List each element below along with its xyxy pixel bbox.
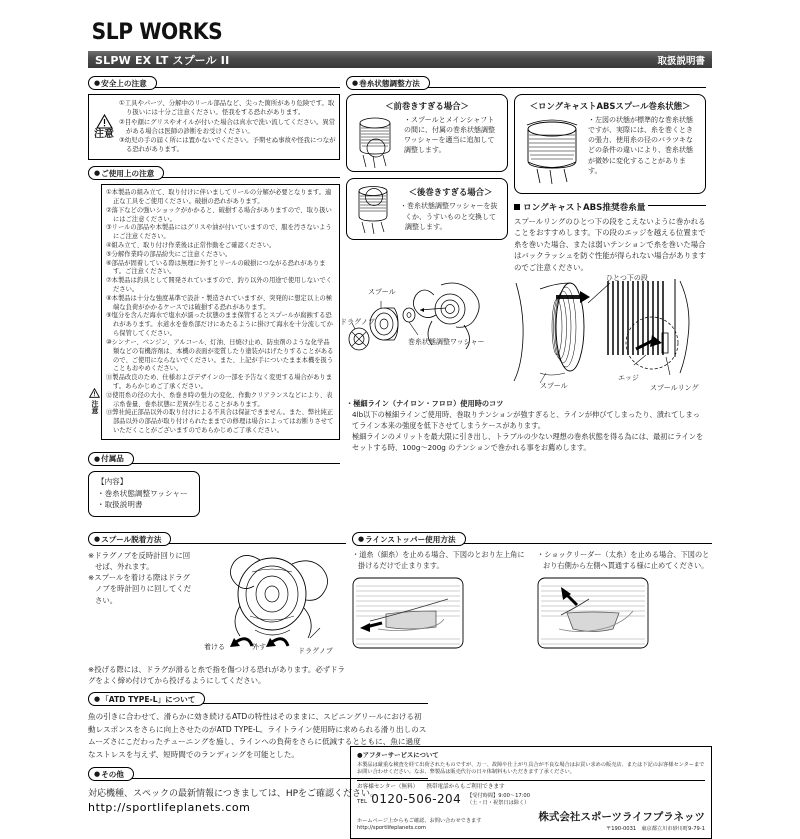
list-item: ※ドラグノブを反時計回りに回せば、外れます。 [88, 551, 191, 572]
section-usage-header [88, 166, 340, 180]
section-safety-header [88, 76, 340, 90]
fine-line-tips-heading: ・極細ライン（ナイロン・フロロ）使用時のコツ [346, 399, 504, 409]
list-item: ⑪製品改良のため、仕様およびデザインの一部を予告なく変更する場合があります。あらかじめご了承ください。 [106, 374, 332, 390]
case-front-box [346, 94, 508, 172]
product-title: SLPW EX LT スプール II [95, 53, 230, 67]
abs-recommend-title: ロングキャストABS推奨巻糸量 [523, 203, 646, 213]
fine-line-tips-p2: 極細ラインのメリットを最大限に引き出し、トラブルの少ない理想の巻糸状態を得る為には、最初にラインをセットする時、100g～200g のテンションで巻かれる事をお薦めします。 [352, 431, 704, 452]
list-item: ⑤分解作業時の部品紛失にご注意ください。 [106, 250, 232, 258]
spool-front-diagram-icon [353, 115, 399, 169]
customer-center-label: お客様センター（無料） [357, 783, 419, 790]
bullet-dot-icon: ● [94, 169, 101, 178]
product-title-bar [88, 51, 712, 68]
after-service-title: ●アフターサービスについて [357, 751, 439, 760]
list-item: ⑩シンナー、ベンジン、アルコール、灯油、日焼け止め、防虫剤のような化学品類などの有機溶剤は、本機の表面が変質したり塗装がはげたりすることがあるので、ご使用にならないでください。また、上記が手についたまま本機を扱うこともおやめください。 [106, 338, 334, 373]
left-column [88, 76, 346, 523]
list-item: ⑦本製品は釣具として開発されていますので、釣り以外の用途で使用しないでください。 [106, 277, 332, 293]
section-line-stopper-pill [352, 532, 466, 546]
tel-value: 0120-506-204 [371, 792, 462, 807]
list-item: ②落下などの強いショックがかかると、破損する場合がありますので、取り扱いにはご注意ください。 [106, 206, 332, 223]
manual-page [88, 18, 712, 832]
company-block [538, 810, 705, 832]
case-front-body [353, 115, 501, 169]
line-stopper-left [352, 550, 527, 649]
after-service-box [350, 746, 712, 838]
section-accessories-title: 付属品 [101, 454, 124, 464]
label-spool-ring: スプールリング [650, 384, 699, 393]
section-atd-title: 「ATD TYPE-L」について [101, 694, 196, 704]
list-item: ①本製品の組み立て、取り付けに伴いましてリールの分解が必要となります。適正な工具をご使用ください。破損の恐れがあります。 [106, 189, 332, 205]
warning-triangle-icon [96, 114, 113, 129]
manual-label: 取扱説明書 [657, 55, 705, 67]
section-usage-title: ご使用上の注意 [101, 168, 155, 178]
section-line-stopper-title: ラインストッパー使用方法 [365, 534, 456, 544]
company-bottom [357, 810, 705, 832]
label-attach: 着ける [204, 643, 225, 652]
usage-wrap [88, 184, 340, 440]
bullet-dot-icon: ● [94, 79, 101, 87]
section-accessories-pill [88, 452, 134, 466]
case-rear-wrap [400, 186, 501, 232]
list-item: ⑬弊社純正部品以外の取り付けによる不具合は保証できません。また、弊社純正部品以外の部品が取り付けられたままでの修理は場合によってはお断りさせていただくことがございますのであらかじめご了承ください。 [106, 409, 334, 434]
case-rear-box [346, 178, 508, 240]
divider [464, 543, 712, 544]
divider [357, 780, 705, 781]
hp-block [357, 818, 481, 833]
divider [169, 543, 346, 544]
bullet-dot-icon: ● [94, 535, 101, 544]
divider [428, 87, 706, 88]
bullet-dot-icon: ● [94, 454, 101, 463]
case-rear-body [353, 184, 501, 234]
bottom-columns [88, 532, 712, 686]
hours-block [467, 793, 530, 807]
spool-mount-footnote: ※投げる際には、ドラグが滑ると糸で指を傷つける恐れがあります。必ずドラグをよく締め付けてから投げるようにしてください。 [88, 665, 345, 686]
after-service-note: 本製品は厳重な検査を経て出荷されたものですが、万一、故障や仕上がり具合が不良な場合はお買い求めの販売店、または下記のお客様センターまでお問い合わせください。なお、弊製品は販売代行の日々体制料もいただきます了承ください。 [357, 762, 705, 776]
section-accessories-header [88, 452, 340, 466]
atd-body: 魚の引きに合わせて、滑らかに効き続けるATDの特性はそのままに、スピニングリールにおける初動レスポンスをさらに向上させたのがATD TYPE-L。ライトライン使用時に求められる滑り出しのスムーズさにこだわったチューニングを施し、ラインへの負荷をさらに低減するとともに、魚に過度なストレスを与えず、短時間でのランディングを可能とした。 [88, 712, 427, 759]
section-usage-pill [88, 166, 164, 180]
usage-side-word: 注意 [91, 399, 99, 414]
list-item: ⑧本製品は十分な強度基準で設計・製造されていますが、突発的に想定以上の極端な負荷がかかるケースでは破損する恐れがあります。 [106, 294, 333, 311]
divider [155, 87, 340, 88]
list-item: ④組み立て、取り付け作業後は正常作動をご確認ください。 [106, 241, 276, 249]
divider [132, 463, 340, 464]
hours-label: 【受付時間】 [467, 793, 499, 800]
case-front-title: ＜前巻きすぎる場合＞ [385, 101, 469, 111]
abs-recommend-text: スプールリングのひとつ下の段をこえないように巻かれることをおすすめします。下の段のエッジを越える位置まで糸を巻いた場合、または弱いテンションで糸を巻いた場合はバックラッシュを防ぐ性能が得られない場合がありますのでご注意ください。 [514, 217, 706, 272]
tel-word: TEL [357, 799, 368, 806]
label-edge: エッジ [618, 374, 639, 383]
spool-rear-diagram-icon [353, 184, 395, 234]
list-item: ・取扱説明書 [97, 500, 143, 510]
caution-mark [91, 99, 117, 155]
line-stopper-right [537, 550, 712, 649]
center-labels [357, 784, 705, 792]
section-other-pill [88, 767, 134, 781]
mobile-note: 携帯電話からもご利用できます [426, 783, 505, 790]
section-safety-pill [88, 76, 157, 90]
section-other-title: その他 [101, 769, 124, 779]
line-stopper-thin-diagram-icon [352, 577, 527, 649]
company-address: 〒190-0031 東京都立川市砂川町9-79-1 [606, 825, 705, 832]
divider [648, 205, 706, 206]
abs-state-title: ＜ロングキャストABSスプール巻糸状態＞ [529, 101, 691, 111]
hp-note: ホームページ上からもご確認、お問い合わせできます [357, 817, 482, 824]
line-stopper-thick-diagram-icon [537, 577, 712, 649]
section-safety [88, 76, 340, 160]
caution-word: 注意 [94, 129, 114, 141]
divider [203, 703, 428, 704]
winding-row [346, 94, 706, 273]
usage-list [106, 189, 335, 436]
abs-state-box [514, 94, 706, 194]
exploded-figure [340, 277, 506, 397]
accessories-box [88, 471, 200, 517]
list-item: ・巻糸状態調整ワッシャー [97, 488, 188, 498]
accessories-contents-label: 【内容】 [97, 476, 128, 486]
list-item: ③リールの部品や本製品にはグリスや油が付いていますので、服を汚さないようにご注意ください。 [106, 224, 332, 241]
caution-list [117, 99, 336, 155]
fine-line-tips-p1: 4lb以下の極細ラインご使用時、巻取りテンションが強すぎると、ラインが伸びてしまったり、潰れてしまってライン本来の強度を低下させてしまうケースがあります。 [352, 410, 700, 430]
right-column [340, 76, 706, 523]
label-washer: 巻糸状態調整ワッシャー [408, 338, 485, 347]
case-rear-title: ＜後巻きすぎる場合＞ [408, 187, 493, 198]
bullet-dot-icon: ● [358, 535, 365, 544]
list-item: ⑫使用糸の径の大小、糸巻き時の張力の変化、作動クリアランスなどにより、表示糸巻量、巻糸状態に差異が生じることがあります。 [106, 391, 333, 408]
list-item: ①工具やパーツ、分解中のリール部品など、尖った箇所があり危険です。取り扱いには十分ご注意ください。怪我をする恐れがあります。 [119, 99, 335, 117]
spool-mount-notes [88, 550, 196, 664]
case-front-text: ・スプールとメインシャフトの間に、付属の巻糸状態調整ワッシャーを適当に追加して調整します。 [404, 116, 495, 155]
section-spool-mount-title: スプール脱着方法 [101, 534, 162, 544]
fine-line-tips [346, 399, 706, 453]
spool-winding-diagram-icon [510, 277, 706, 393]
section-winding-title: 巻糸状態調整方法 [359, 78, 420, 88]
section-spool-mount-pill [88, 532, 171, 546]
abs-recommend-header [514, 201, 706, 213]
label-spool-2: スプール [540, 382, 568, 391]
section-spool-mount [88, 532, 346, 686]
abs-spool-diagram-icon [521, 115, 583, 185]
section-spool-mount-header [88, 532, 346, 546]
list-item: ⑥部品が固着している際は無理に外すとリールの破損につながる恐れがあります。ご注意ください。 [106, 259, 326, 276]
list-item: ②目や顔にグリスやオイルが付いた場合は真水で洗い流してください。異常がある場合は医師の診断をお受けください。 [119, 117, 336, 135]
divider [162, 177, 340, 178]
website-url-link[interactable]: http://sportlifeplanets.com [88, 801, 251, 815]
usage-box [101, 184, 340, 440]
brand-logo: SLP WORKS [91, 20, 223, 45]
line-stopper-left-text: ・道糸（細糸）を止める場合、下図のとおり左上角に掛けるだけで止まります。 [352, 550, 525, 570]
hours-value: 9:00～17:00 [498, 793, 531, 800]
section-usage [88, 166, 340, 440]
label-spool: スプール [368, 288, 396, 297]
section-line-stopper-header [352, 532, 712, 546]
section-winding-header [346, 76, 706, 90]
warning-triangle-icon [89, 388, 100, 398]
list-item: ③幼児の手の届く所には置かないでください。予期せぬ事故や怪我につながる恐れがあります。 [119, 136, 336, 154]
spool-mount-body [88, 546, 346, 664]
section-safety-title: 安全上の注意 [101, 78, 147, 88]
label-detach: 外す [252, 643, 266, 652]
list-item: ⑨塩分を含んだ海水で塩水が濡った状態のまま保管するとスプールが腐蝕する恐れがあります。水道水を巻糸部だけにあたるように掛けて海水を十分流してから保管してください。 [106, 312, 333, 338]
other-text: 対応機種、スペックの最新情報につきましては、HPをご確認ください。 [88, 789, 380, 800]
hours-note: （土・日・祝祭日は除く） [467, 800, 530, 807]
bullet-dot-icon: ● [352, 79, 359, 87]
hp-url[interactable]: http://sportlifeplanets.com [357, 825, 426, 832]
company-name: 株式会社スポーツライフプラネッツ [538, 811, 705, 824]
section-winding [340, 76, 706, 453]
tel-row [357, 791, 705, 807]
section-accessories [88, 452, 340, 517]
section-line-stopper [352, 532, 712, 686]
abs-column [514, 94, 706, 273]
figures-row [340, 274, 706, 397]
bullet-dot-icon: ● [94, 770, 101, 779]
line-stopper-columns [352, 550, 712, 649]
winding-figure [510, 274, 706, 397]
tel-number [357, 791, 461, 807]
label-one-step-below: ひとつ下の段 [606, 274, 648, 283]
label-drag-knob: ドラグノブ [340, 318, 375, 327]
square-bullet-icon [514, 204, 520, 210]
caution-box [88, 94, 340, 160]
usage-side-caution [88, 184, 101, 440]
section-winding-pill [346, 76, 430, 90]
bullet-dot-icon: ● [94, 695, 101, 704]
section-atd-header [88, 692, 428, 706]
winding-cases [346, 94, 508, 273]
list-item: ※スプールを着ける際はドラグノブを時計回りに回してください。 [88, 573, 192, 605]
case-rear-text: ・巻糸状態調整ワッシャーを抜くか、うすいものと交換して調整します。 [400, 202, 498, 231]
abs-state-body [521, 115, 699, 185]
label-drag-knob-2: ドラグノブ [298, 647, 333, 656]
section-atd-pill [88, 692, 205, 706]
line-stopper-right-text: ・ショックリーダー（太糸）を止める場合、下図のとおり右側から左側へ貫通する様に止めてください。 [537, 550, 710, 570]
spool-mount-figure [200, 546, 346, 664]
main-columns [88, 76, 712, 523]
abs-state-text: ・左図の状態が標準的な巻糸状態ですが、実際には、糸を巻くときの張力、使用糸の径のバラツキなどの条件の違いにより、巻糸状態が微妙に変化することがあります。 [588, 116, 693, 175]
